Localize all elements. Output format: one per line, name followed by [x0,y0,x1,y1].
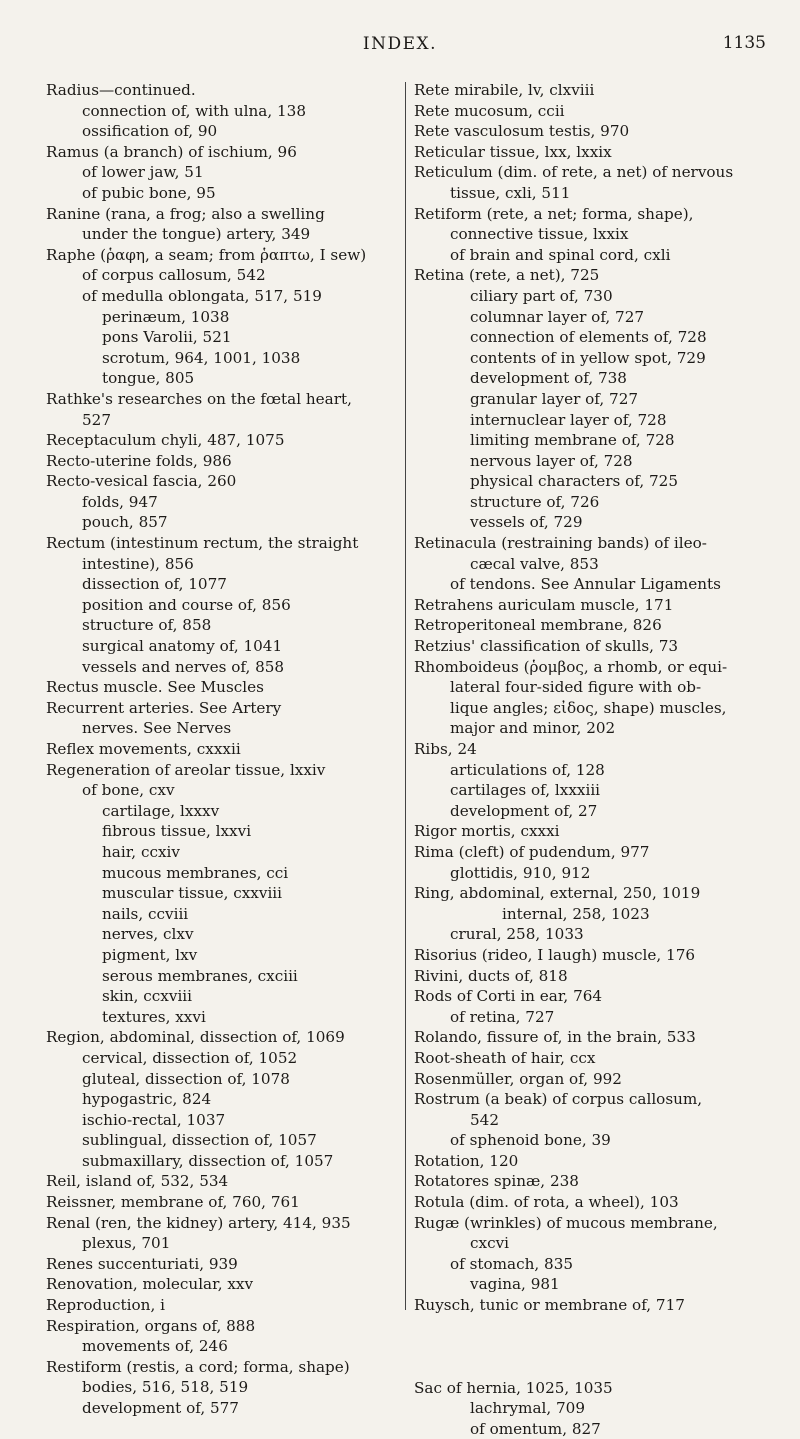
index-entry: hypogastric, 824 [82,1090,212,1109]
index-entry: structure of, 726 [470,492,600,511]
index-entry: serous membranes, cxciii [102,966,298,985]
index-entry: articulations of, 128 [450,760,605,779]
index-entry: Reissner, membrane of, 760, 761 [46,1193,300,1212]
index-entry: of retina, 727 [450,1007,555,1026]
index-entry: Rivini, ducts of, 818 [414,966,568,985]
index-entry: columnar layer of, 727 [470,307,645,326]
index-entry: vessels and nerves of, 858 [82,657,285,676]
index-entry: skin, ccxviii [102,987,193,1006]
index-entry: ossification of, 90 [82,122,218,141]
index-entry: physical characters of, 725 [470,472,678,491]
index-entry: of lower jaw, 51 [82,163,204,182]
index-entry: Rotula (dim. of rota, a wheel), 103 [414,1193,679,1212]
index-entry: Regeneration of areolar tissue, lxxiv [46,760,326,779]
index-entry: Rotatores spinæ, 238 [414,1172,579,1191]
index-entry: Rectum (intestinum rectum, the straight [46,534,359,553]
index-entry: Respiration, organs of, 888 [46,1316,256,1335]
index-entry: nerves. See Nerves [82,719,232,738]
index-entry: of sphenoid bone, 39 [450,1131,611,1150]
index-entry: Ribs, 24 [414,740,477,758]
index-entry: Reticular tissue, lxx, lxxix [414,142,612,161]
index-entry: Ruysch, tunic or membrane of, 717 [414,1296,685,1315]
index-entry: lachrymal, 709 [470,1399,585,1418]
index-entry: 542 [470,1110,499,1129]
index-entry: surgical anatomy of, 1041 [82,637,283,656]
index-entry: Recto-uterine folds, 986 [46,451,232,470]
index-entry: Ring, abdominal, external, 250, 1019 [414,884,701,903]
index-entry: Retina (rete, a net), 725 [414,266,600,285]
index-entry: tissue, cxli, 511 [450,183,571,202]
index-entry: Rostrum (a beak) of corpus callosum, [414,1090,703,1109]
index-entry: of omentum, 827 [470,1419,601,1438]
index-entry: Rosenmüller, organ of, 992 [414,1069,622,1088]
index-entry: Retroperitoneal membrane, 826 [414,616,662,635]
index-entry: lique angles; εἰδος, shape) muscles, [450,698,727,717]
index-entry: pigment, lxv [102,945,198,964]
index-entry: Rectus muscle. See Muscles [46,678,264,697]
index-entry: Rotation, 120 [414,1151,519,1170]
column-divider [405,82,406,1310]
index-entry: ciliary part of, 730 [470,286,613,305]
index-entry: Rima (cleft) of pudendum, 977 [414,842,650,861]
page-number: 1135 [722,33,766,53]
index-entry: of brain and spinal cord, cxli [450,245,671,264]
section-gap [414,1316,786,1378]
index-entry: Renal (ren, the kidney) artery, 414, 935 [46,1213,351,1232]
index-entry: internal, 258, 1023 [502,904,650,923]
index-entry: ischio-rectal, 1037 [82,1110,226,1129]
index-entry: nervous layer of, 728 [470,451,633,470]
index-entry: Sac of hernia, 1025, 1035 [414,1378,613,1397]
index-entry: Rugæ (wrinkles) of mucous membrane, [414,1213,718,1232]
index-entry: folds, 947 [82,492,158,511]
index-entry: nerves, clxv [102,925,194,944]
index-entry: gluteal, dissection of, 1078 [82,1069,290,1088]
index-entry: sublingual, dissection of, 1057 [82,1131,317,1150]
index-entry: mucous membranes, cci [102,863,289,882]
index-entry: connection of, with ulna, 138 [82,101,306,120]
index-entry: contents of in yellow spot, 729 [470,348,706,367]
index-entry: dissection of, 1077 [82,575,227,594]
index-entry: of pubic bone, 95 [82,183,216,202]
index-entry: Retinacula (restraining bands) of ileo- [414,534,707,553]
index-entry: Rods of Corti in ear, 764 [414,987,603,1006]
index-entry: granular layer of, 727 [470,389,639,408]
index-entry: Reticulum (dim. of rete, a net) of nervous [414,163,734,182]
index-entry: Retzius' classification of skulls, 73 [414,637,679,656]
index-entry: major and minor, 202 [450,719,616,738]
index-entry: intestine), 856 [82,554,194,573]
index-entry: development of, 27 [450,801,598,820]
index-entry: internuclear layer of, 728 [470,410,667,429]
index-entry: scrotum, 964, 1001, 1038 [102,348,301,367]
index-entry: of tendons. See Annular Ligaments [450,575,721,594]
index-entry: position and course of, 856 [82,595,291,614]
index-entry: cervical, dissection of, 1052 [82,1048,298,1067]
index-entry: muscular tissue, cxxviii [102,884,283,903]
index-entry: of medulla oblongata, 517, 519 [82,286,322,305]
index-entry: perinæum, 1038 [102,307,230,326]
index-entry: vagina, 981 [470,1275,560,1294]
index-entry: Rigor mortis, cxxxi [414,822,560,841]
index-entry: lateral four-sided figure with ob- [450,678,702,697]
index-entry: Rathke's researches on the fœtal heart, [46,389,352,408]
index-entry: connective tissue, lxxix [450,225,629,244]
index-entry: Root-sheath of hair, ccx [414,1048,596,1067]
index-entry: connection of elements of, 728 [470,328,707,347]
index-entry: Reproduction, i [46,1296,165,1315]
index-entry: Renes succenturiati, 939 [46,1254,238,1273]
index-entry: Retiform (rete, a net; forma, shape), [414,204,694,223]
index-entry: vessels of, 729 [470,513,583,532]
index-entry: Receptaculum chyli, 487, 1075 [46,431,285,450]
index-entry: textures, xxvi [102,1007,206,1026]
index-entry: Retrahens auriculam muscle, 171 [414,595,674,614]
index-entry: nails, ccviii [102,904,189,923]
index-entry: 527 [82,410,111,429]
index-entry: of stomach, 835 [450,1254,574,1273]
index-entry: Rete mucosum, ccii [414,101,565,120]
index-entry: limiting membrane of, 728 [470,431,675,450]
index-entry: Restiform (restis, a cord; forma, shape) [46,1357,350,1376]
index-entry: crural, 258, 1033 [450,925,584,944]
index-entry: cæcal valve, 853 [470,554,599,573]
index-entry: hair, ccxiv [102,842,180,861]
index-column-right [414,80,786,1439]
index-entry: Reil, island of, 532, 534 [46,1172,229,1191]
index-entry: Rolando, fissure of, in the brain, 533 [414,1028,696,1047]
page-title: INDEX. [362,34,438,54]
index-entry: Rete vasculosum testis, 970 [414,122,630,141]
index-entry: Rete mirabile, lv, clxviii [414,81,595,99]
index-entry: bodies, 516, 518, 519 [82,1378,249,1397]
index-entry: Risorius (rideo, I laugh) muscle, 176 [414,945,696,964]
index-entry: structure of, 858 [82,616,212,635]
index-entry: under the tongue) artery, 349 [82,225,311,244]
index-entry: pons Varolii, 521 [102,328,232,347]
index-entry: Region, abdominal, dissection of, 1069 [46,1028,345,1047]
index-entry: glottidis, 910, 912 [450,863,591,882]
index-entry: Recto-vesical fascia, 260 [46,472,237,491]
index-entry: Recurrent arteries. See Artery [46,698,282,717]
index-entry: fibrous tissue, lxxvi [102,822,252,841]
index-entry: submaxillary, dissection of, 1057 [82,1151,334,1170]
index-entry: of bone, cxv [82,781,175,800]
index-entry: Renovation, molecular, xxv [46,1275,254,1294]
index-entry: Raphe (ῥαφη, a seam; from ῥαπτω, I sew) [46,245,367,264]
index-entry: of corpus callosum, 542 [82,266,266,285]
index-entry: Radius—continued. [46,81,196,99]
index-entry: cartilage, lxxxv [102,801,220,820]
index-entry: cxcvi [470,1234,510,1253]
index-entry: pouch, 857 [82,513,168,532]
index-entry: Rhomboideus (ῥομβος, a rhomb, or equi- [414,657,728,676]
index-entry: cartilages of, lxxxiii [450,781,601,800]
index-entry: Ramus (a branch) of ischium, 96 [46,142,297,161]
index-column-left [46,80,398,1419]
index-entry: plexus, 701 [82,1234,171,1253]
index-entry: tongue, 805 [102,369,195,388]
index-entry: Ranine (rana, a frog; also a swelling [46,204,325,223]
index-entry: Reflex movements, cxxxii [46,740,241,758]
index-entry: movements of, 246 [82,1337,228,1356]
index-entry: development of, 738 [470,369,627,388]
index-entry: development of, 577 [82,1399,239,1417]
